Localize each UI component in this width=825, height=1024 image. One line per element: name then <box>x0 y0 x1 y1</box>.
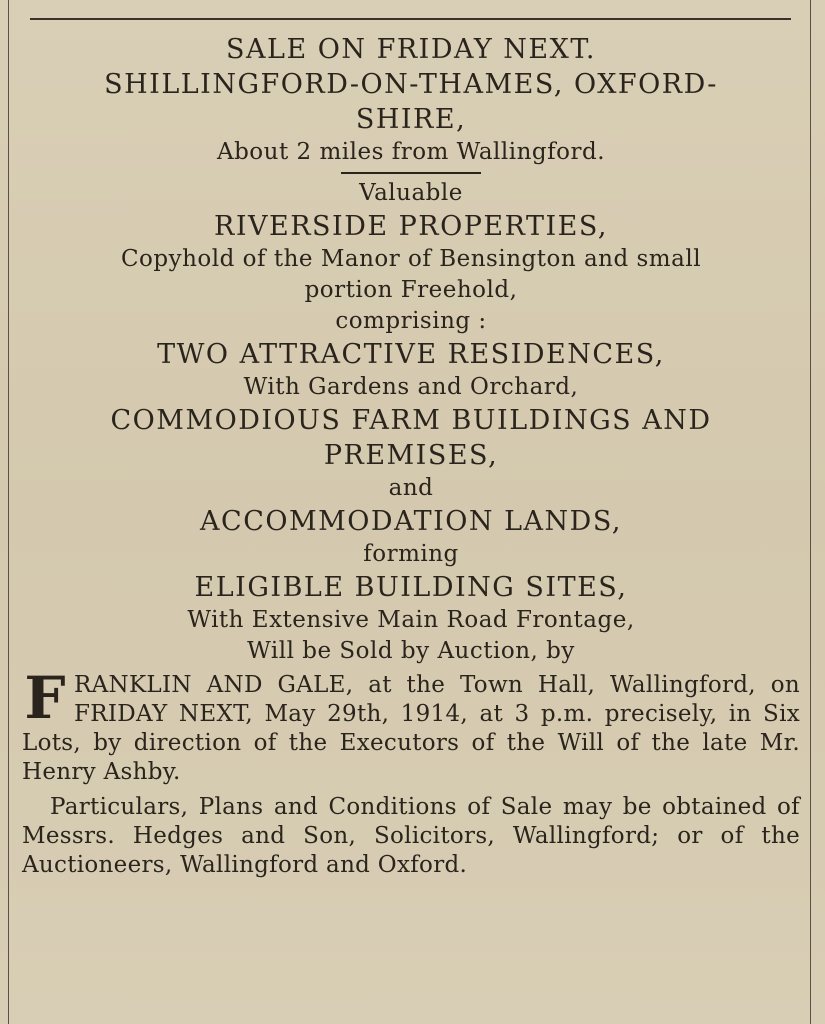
heading-residences: TWO ATTRACTIVE RESIDENCES, <box>157 339 665 370</box>
column-border-right <box>810 0 811 1024</box>
heading-accommodation: ACCOMMODATION LANDS, <box>200 506 622 537</box>
heading-riverside: RIVERSIDE PROPERTIES, <box>214 211 608 242</box>
particulars-paragraph: Particulars, Plans and Conditions of Sale may be obtained of Messrs. Hedges and Son, Solicitors, Wallingford; or of the Auctioneers, Wallingford and Oxford. <box>22 794 800 878</box>
heading-building-sites: ELIGIBLE BUILDING SITES, <box>194 572 628 603</box>
freehold-line: portion Freehold, <box>304 277 518 303</box>
headline-sale: SALE ON FRIDAY NEXT. <box>226 34 596 65</box>
frontage-line: With Extensive Main Road Frontage, <box>187 607 635 633</box>
and-label: and <box>388 475 434 501</box>
auction-details-text: RANKLIN AND GALE, at the Town Hall, Wallingford, on FRIDAY NEXT, May 29th, 1914, at 3 p.m. precisely, in Six Lots, by direction of the Executors of the Will of the late Mr. Henry Ashby. <box>22 672 800 785</box>
auction-line: Will be Sold by Auction, by <box>247 638 575 664</box>
valuable-label: Valuable <box>359 180 463 206</box>
top-rule <box>30 18 791 20</box>
column-border-left <box>8 0 9 1024</box>
distance-note: About 2 miles from Wallingford. <box>216 139 606 165</box>
headline-location: SHILLINGFORD-ON-THAMES, OXFORD- <box>104 69 718 100</box>
divider-rule <box>341 172 481 174</box>
forming-label: forming <box>363 541 459 567</box>
auction-advertisement <box>22 30 800 880</box>
comprising-label: comprising : <box>335 308 487 334</box>
auction-details-paragraph <box>22 664 800 787</box>
gardens-line: With Gardens and Orchard, <box>243 374 579 400</box>
headline-location-cont: SHIRE, <box>355 104 467 135</box>
drop-cap: F <box>24 664 66 732</box>
heading-premises: PREMISES, <box>323 440 499 471</box>
heading-farm-buildings: COMMODIOUS FARM BUILDINGS AND <box>110 405 712 436</box>
copyhold-line: Copyhold of the Manor of Bensington and small <box>120 246 702 272</box>
